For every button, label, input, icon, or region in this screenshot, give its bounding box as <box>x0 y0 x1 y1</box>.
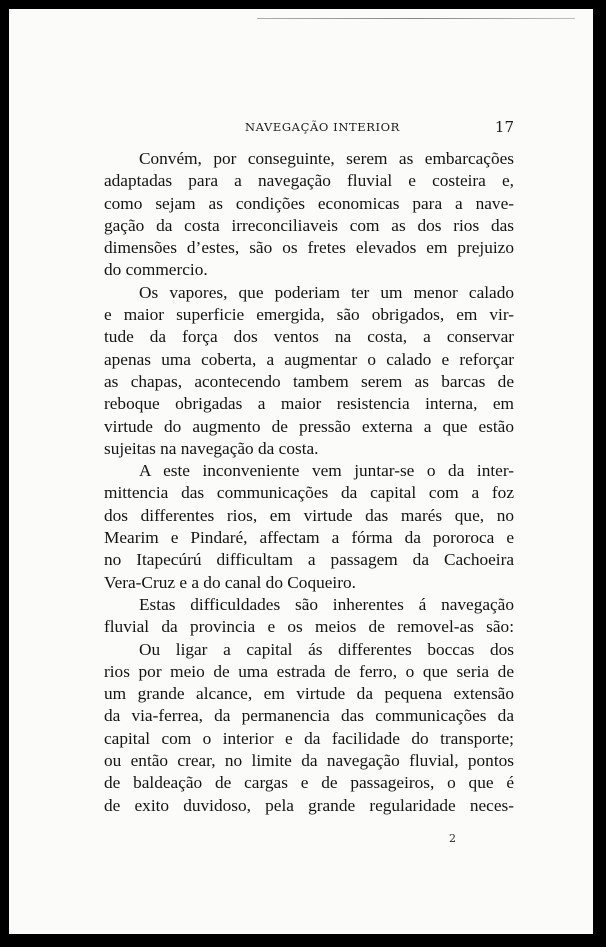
page-number: 17 <box>494 118 514 136</box>
text-line: gação da costa irreconciliaveis com as dos rios das <box>104 215 514 235</box>
text-line: dos differentes rios, em virtude das marés que, no <box>104 505 514 525</box>
book-page <box>9 9 593 934</box>
text-line: dimensões d’estes, são os fretes elevados em prejuizo <box>104 238 514 258</box>
text-line: Convém, por conseguinte, serem as embarcações <box>139 149 514 168</box>
text-line: mittencia das communicações da capital com a foz <box>104 483 514 503</box>
text-line: Estas difficuldades são inherentes á navegação <box>139 594 514 614</box>
text-line: de baldeação de cargas e de passageiros, o que é <box>104 773 514 793</box>
text-line: apenas uma coberta, a augmentar o calado e reforçar <box>104 349 514 369</box>
text-line: sujeitas na navegação da costa. <box>104 438 319 458</box>
text-line: como sejam as condições economicas para a nave- <box>104 193 514 213</box>
text-line: Ou ligar a capital ás differentes boccas dos <box>139 639 514 659</box>
signature-mark: 2 <box>449 832 456 845</box>
text-line: da via-ferrea, da permanencia das communicações da <box>104 706 514 726</box>
text-line: capital com o interior e da facilidade do transporte; <box>104 728 514 748</box>
text-line: tude da força dos ventos na costa, a conservar <box>104 327 514 347</box>
text-line: e maior superficie emergida, são obrigados, em vir- <box>104 305 514 325</box>
text-line: virtude do augmento de pressão externa a que estão <box>104 416 514 436</box>
text-line: fluvial da provincia e os meios de removel-as são: <box>104 617 514 637</box>
top-edge-rule <box>257 18 575 19</box>
text-line: adaptadas para a navegação fluvial e costeira e, <box>104 171 514 191</box>
text-line: as chapas, acontecendo tambem serem as barcas de <box>104 371 514 391</box>
text-line: A este inconveniente vem juntar-se o da inter- <box>139 461 514 481</box>
text-line: de exito duvidoso, pela grande regularidade neces- <box>104 795 514 815</box>
page-header <box>104 120 514 140</box>
running-title: NAVEGAÇÃO INTERIOR <box>245 120 400 134</box>
text-line: do commercio. <box>104 260 208 280</box>
text-line: no Itapecúrú difficultam a passagem da Cachoeira <box>104 550 514 570</box>
text-line: rios por meio de uma estrada de ferro, o que seria de <box>104 661 514 681</box>
text-line: reboque obrigadas a maior resistencia interna, em <box>104 394 514 414</box>
text-line: ou então crear, no limite da navegação fluvial, pontos <box>104 751 514 771</box>
text-line: um grande alcance, em virtude da pequena extensão <box>104 684 514 704</box>
body-text <box>104 148 514 817</box>
text-line: Vera-Cruz e a do canal do Coqueiro. <box>104 572 356 592</box>
text-line: Mearim e Pindaré, affectam a fórma da pororoca e <box>104 528 514 548</box>
text-line: Os vapores, que poderiam ter um menor calado <box>139 282 514 302</box>
